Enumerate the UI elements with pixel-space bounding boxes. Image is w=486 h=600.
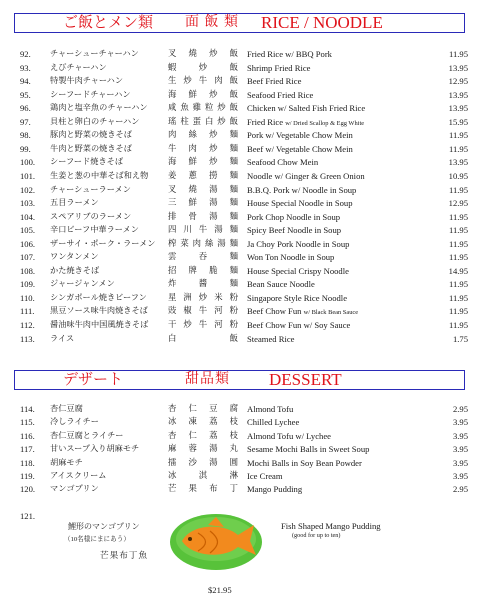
item-english [247,430,331,442]
item-number: 120. [20,484,36,495]
item-english [247,116,364,130]
item-english-main: House Special Crispy Noodle [247,265,349,276]
item-number: 117. [20,444,35,455]
item-english-main: House Special Noodle in Soup [247,198,353,209]
item-english-main: Pork w/ Vegetable Chow Mein [247,130,353,141]
item-japanese: かた焼きそば [50,265,100,275]
menu-item-row [0,403,486,415]
menu-item-row [0,278,486,290]
menu-item-row [0,170,486,182]
item-english [247,211,340,223]
item-chinese: 瑤柱蛋白炒飯 [168,116,238,126]
item-english [247,129,353,141]
item-english-main: B.B.Q. Pork w/ Noodle in Soup [247,184,357,195]
item-chinese: 冰淇淋 [168,471,238,480]
item-english-main: Beef Fried Rice [247,76,302,87]
menu-item-row [0,184,486,196]
item-english [247,184,356,196]
item-english: Fish Shaped Mango Pudding [281,521,381,531]
menu-item-row [0,430,486,442]
item-japanese: えびチャーハン [50,62,107,72]
item-number: 106. [20,238,36,249]
menu-item-row [0,483,486,495]
item-english [247,292,347,304]
item-price: 11.95 [448,306,468,317]
item-chinese: 叉燒湯麵 [168,184,238,194]
header-english: RICE / NOODLE [261,13,383,32]
item-price: 11.95 [448,143,468,154]
item-chinese: 海鮮炒飯 [168,89,238,99]
item-japanese: 杏仁豆腐 [50,404,83,413]
item-number: 119. [20,471,35,481]
menu-item-row [0,333,486,345]
item-japanese: 醤油味牛肉中国風焼きそば [50,320,149,329]
item-english [247,238,349,250]
item-english [247,457,362,469]
item-price: 3.95 [452,457,468,468]
item-number: 98. [20,130,31,141]
menu-item-row [0,62,486,74]
item-english-main: Singapore Style Rice Noodle [247,292,348,303]
item-chinese: 三鮮湯麵 [168,198,238,208]
item-chinese: 生炒牛肉飯 [168,76,238,86]
item-japanese: シーフード焼きそば [50,157,124,167]
item-japanese: アイスクリーム [50,471,107,480]
item-chinese: 擂沙湯圓 [168,457,238,467]
item-english-main: Chicken w/ Salted Fish Fried Rice [247,103,366,114]
item-chinese: 姜蔥撈麵 [168,170,238,180]
item-english-main: Shrimp Fried Rice [247,62,311,73]
item-japanese: ワンタンメン [50,252,99,262]
item-japanese: 辛口ビーフ中華ラーメン [50,225,139,235]
item-japanese: 特製牛肉チャーハン [50,76,124,86]
item-price: 3.95 [452,417,468,428]
item-japanese: 冷しライチー [50,417,99,427]
item-english [247,333,295,345]
item-number: 116. [20,430,35,441]
item-english [247,197,353,209]
item-english-main: Mochi Balls in Soy Bean Powder [247,457,362,468]
item-number: 104. [20,211,36,222]
item-price: 3.95 [452,430,468,441]
menu-item-row [0,211,486,223]
item-japanese: ライス [50,333,75,343]
item-price: 12.95 [448,76,468,87]
item-english [247,319,350,331]
item-price: 11.95 [448,184,468,195]
header-chinese: 甜品類 [185,372,230,387]
item-english [247,156,318,168]
mango-fish-photo [168,511,264,571]
item-english-main: Bean Sauce Noodle [247,279,315,290]
item-price: 2.95 [452,404,468,414]
item-price: 11.95 [448,211,468,222]
item-english [247,48,332,60]
item-english-main: Mango Pudding [247,484,303,495]
item-chinese: 咸魚雞粒炒飯 [168,103,238,113]
item-chinese: 排骨湯麵 [168,211,238,221]
item-english-main: Noodle w/ Ginger & Green Onion [247,170,365,181]
item-price: 10.95 [448,170,468,181]
menu-item-row [0,470,486,482]
menu-item-row [0,224,486,236]
item-chinese: 芒果布丁 [168,484,238,494]
item-chinese: 叉燒炒飯 [168,49,238,58]
item-price: 12.95 [448,198,468,209]
item-japanese: ザーサイ・ポーク・ラーメン [50,238,156,248]
item-english-main: Fried Rice w/ BBQ Pork [247,49,332,59]
item-price: 11.95 [448,252,468,263]
item-number: 92. [20,49,31,59]
item-english-detail: w/ Dried Scallop & Egg White [285,119,365,127]
item-english [247,102,365,114]
item-japanese: シンガポール焼きビーフン [50,292,147,302]
item-japanese: 胡麻モチ [50,457,83,467]
item-japanese: チャーシューラーメン [50,184,131,194]
dessert-header [14,370,465,390]
item-number: 99. [20,143,31,154]
item-number: 105. [20,225,36,236]
menu-item-row [0,457,486,469]
item-english [247,143,353,155]
item-chinese: 蝦炒飯 [168,62,238,72]
item-english-main: Won Ton Noodle in Soup [247,252,335,263]
menu-item-row [0,129,486,141]
item-english [247,89,313,101]
menu-item-row [0,156,486,168]
item-number: 93. [20,62,31,73]
item-chinese: 芒果布丁魚 [100,550,148,560]
item-chinese: 雲吞麵 [168,252,238,262]
rice-noodle-header [14,13,465,33]
item-english [247,403,293,415]
item-japanese-note: （10名様にまにあう） [64,536,130,543]
header-japanese: ご飯とメン類 [63,15,154,31]
menu-item-row [0,265,486,277]
item-price: 1.75 [452,333,468,344]
menu-item-row [0,48,486,60]
item-japanese: シーフードチャーハン [50,89,131,99]
item-english-main: Beef Chow Fun [247,306,304,317]
item-number: 96. [20,103,31,114]
menu-item-row [0,102,486,114]
item-japanese: 杏仁豆腐とライチー [50,430,124,440]
item-japanese: 豚肉と野菜の焼きそば [50,130,132,140]
item-english-main: Seafood Chow Mein [247,157,319,168]
item-english-main: Fried Rice [247,116,286,127]
item-number: 109. [20,279,36,290]
item-price: 15.95 [448,116,468,127]
item-price: $21.95 [208,585,232,595]
item-english [247,62,311,74]
menu-item-row [0,251,486,263]
item-number: 95. [20,89,31,100]
item-number: 100. [20,157,36,168]
item-chinese: 杏仁荔枝 [168,430,238,440]
item-chinese: 榨菜肉絲湯麵 [168,238,238,248]
item-price: 2.95 [452,484,468,495]
item-price: 11.95 [448,130,468,141]
item-english [247,483,302,495]
item-japanese: スペアリブのラーメン [50,211,132,221]
item-price: 11.95 [448,238,468,249]
item-english-main: Pork Chop Noodle in Soup [247,211,341,222]
item-price: 11.95 [448,225,468,236]
item-chinese: 星洲炒米粉 [168,292,238,302]
item-japanese: 鶏肉と塩辛魚のチャーハン [50,103,148,113]
item-english-main: Beef w/ Vegetable Chow Mein [247,143,353,154]
item-number: 118. [20,457,35,468]
item-english-main: Ja Choy Pork Noodle in Soup [247,238,350,249]
item-english-main: Seafood Fried Rice [247,89,314,100]
item-english-main: Steamed Rice [247,333,295,344]
item-chinese: 四川牛湯麵 [168,225,238,235]
item-number: 113. [20,333,35,344]
item-chinese: 麻蓉湯丸 [168,444,238,454]
item-chinese: 干炒牛河粉 [168,320,238,329]
item-japanese: 牛肉と野菜の焼きそば [50,143,132,153]
item-price: 13.95 [448,103,468,114]
menu-item-row [0,416,486,428]
item-price: 13.95 [448,157,468,168]
item-price: 11.95 [448,320,468,330]
menu-item-row [0,89,486,101]
menu-item-row [0,305,486,317]
item-english-note: (good for up to ten) [292,532,341,539]
item-japanese: ジャージャンメン [50,279,115,289]
item-english [247,265,349,277]
item-english [247,170,365,182]
item-chinese: 炸醬麵 [168,279,238,289]
item-english-main: Almond Tofu w/ Lychee [247,430,331,441]
item-japanese: 黒豆ソース味牛肉焼きそば [50,306,148,316]
item-english-detail: w/ Black Bean Sauce [303,309,359,317]
item-english [247,251,334,263]
item-number: 111. [20,306,35,317]
item-number: 101. [20,170,36,181]
item-chinese: 杏仁豆腐 [168,404,238,413]
item-number: 108. [20,265,36,276]
item-japanese: 甘いスープ入り胡麻モチ [50,444,140,454]
item-japanese: 五目ラーメン [50,198,99,208]
item-chinese: 牛肉炒麵 [168,143,238,153]
item-chinese: 招牌脆麵 [168,265,238,275]
item-price: 11.95 [448,49,468,59]
menu-item-row [0,143,486,155]
item-number: 94. [20,76,31,87]
item-price: 3.95 [452,471,468,481]
header-english: DESSERT [269,370,342,389]
item-english [247,443,369,455]
item-english-main: Spicy Beef Noodle in Soup [247,225,342,236]
item-price: 14.95 [448,265,468,276]
item-price: 13.95 [448,62,468,73]
item-chinese: 冰凍荔枝 [168,417,238,427]
item-chinese: 豉椒牛河粉 [168,306,238,316]
item-chinese: 肉絲炒麵 [168,130,238,140]
item-price: 11.95 [448,279,468,290]
item-english-main: Beef Chow Fun w/ Soy Sauce [247,320,351,330]
item-price: 13.95 [448,89,468,100]
item-number: 97. [20,116,31,127]
menu-item-row [0,238,486,250]
item-english-main: Chilled Lychee [247,417,300,428]
item-number: 102. [20,184,36,195]
item-number: 121. [20,511,36,521]
item-number: 103. [20,198,36,209]
item-english [247,470,283,482]
header-japanese: デザート [63,372,124,388]
item-japanese: チャーシューチャーハン [50,49,139,58]
item-english [247,416,299,428]
item-english-main: Almond Tofu [247,404,294,414]
header-chinese: 面 飯 類 [185,15,239,30]
menu-item-row [0,116,486,128]
item-english [247,75,301,87]
item-english [247,278,315,290]
item-number: 114. [20,404,35,414]
item-english-main: Sesame Mochi Balls in Sweet Soup [247,444,370,455]
item-price: 3.95 [452,444,468,455]
item-english [247,224,341,236]
menu-item-row [0,75,486,87]
item-english-main: Ice Cream [247,471,283,481]
item-number: 115. [20,417,35,428]
fish-eye [188,537,192,541]
item-japanese: 生姜と葱の中華そば和え物 [50,170,149,180]
menu-item-row [0,443,486,455]
item-japanese: マンゴプリン [50,484,99,494]
menu-item-row [0,292,486,304]
menu-item-row [0,197,486,209]
item-japanese: 鯉形のマンゴプリン [68,522,140,531]
item-japanese: 貝柱と卵白のチャーハン [50,116,140,126]
item-price: 11.95 [448,292,468,303]
item-chinese: 海鮮炒麵 [168,157,238,167]
item-chinese: 白飯 [168,333,238,343]
item-number: 107. [20,252,36,263]
item-english [247,305,358,319]
item-number: 112. [20,320,35,330]
item-number: 110. [20,292,35,303]
menu-item-row [0,319,486,331]
